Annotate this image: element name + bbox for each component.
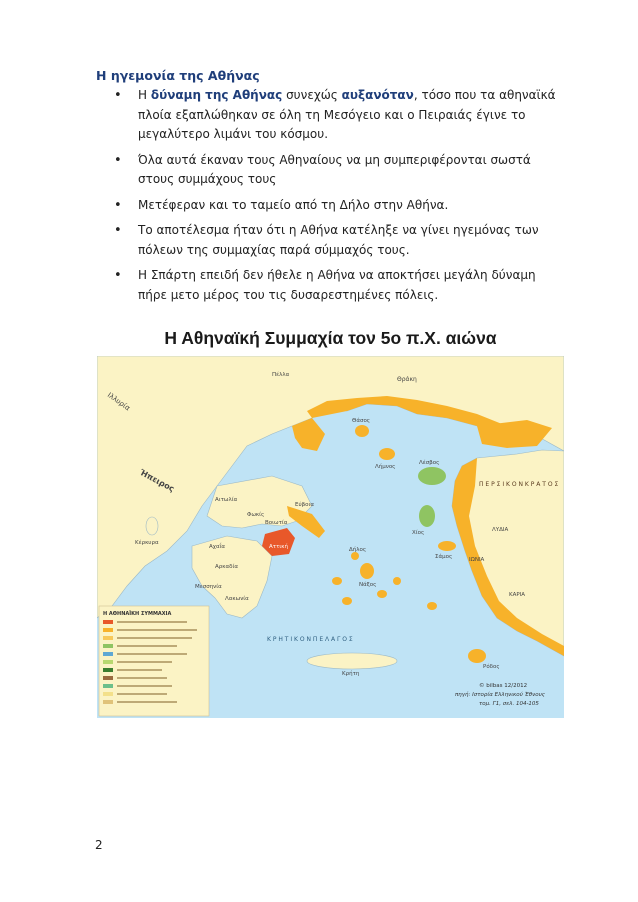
chios-island [419, 505, 435, 527]
caria-label: ΚΑΡΙΑ [509, 592, 526, 598]
lydia-label: ΛΥΔΙΑ [492, 527, 509, 533]
lakonia-label: Λακωνία [225, 596, 249, 602]
lesbos-island [418, 467, 446, 485]
corcyra-island [146, 517, 158, 535]
attica-label: Αττική [269, 544, 288, 550]
map-legend [99, 606, 209, 716]
crete-label: Κρήτη [342, 671, 360, 677]
page-number: 2 [95, 838, 103, 852]
messenia-label: Μεσσηνία [195, 584, 222, 590]
aitolia-label: Αιτωλία [215, 497, 238, 503]
bullet-item: • Η Σπάρτη επειδή δεν ήθελε η Αθήνα να αποκτήσει μεγάλη δύναμη πήρε μετο μέρος του τις δυσαρεστημένες πόλεις. [96, 266, 566, 305]
section-heading: Η ηγεμονία της Αθήνας [96, 68, 260, 83]
illyria-label: Ιλλυρία [105, 391, 132, 413]
crete-island [307, 653, 397, 669]
persian-label: Π Ε Ρ Σ Ι Κ Ο Ν Κ Ρ Α Τ Ο Σ [479, 481, 559, 488]
rhodes-label: Ρόδος [483, 664, 500, 670]
thasos-island [355, 425, 369, 437]
delos-island [351, 552, 359, 560]
delos-label: Δήλος [349, 547, 367, 553]
lesbos-label: Λέσβος [419, 460, 440, 466]
map-figure [97, 320, 564, 720]
bullet-item: • Το αποτέλεσμα ήταν ότι η Αθήνα κατέληξε να γίνει ηγεμόνας των πόλεων της συμμαχίας παρά σύμμαχός τους. [96, 221, 566, 260]
keyword-increased: αυξανόταν [341, 88, 414, 102]
cyclades-island [342, 597, 352, 605]
map-title: Η Αθηναϊκή Συμμαχία τον 5ο π.Χ. αιώνα [164, 328, 497, 348]
pella-label: Πέλλα [272, 372, 290, 378]
bullet-item: • Όλα αυτά έκαναν τους Αθηναίους να μη συμπεριφέρονται σωστά στους συμμάχους τους [96, 151, 566, 190]
achaia-label: Αχαΐα [209, 544, 226, 550]
naxos-island [360, 563, 374, 579]
cyclades-island [332, 577, 342, 585]
bullet-item: • Η δύναμη της Αθήνας συνεχώς αυξανόταν, τόσο που τα αθηναϊκά πλοία εξαπλώθηκαν σε όλη τη Μεσόγειο και ο Πειραιάς έγινε το μεγαλύτερο λιμάνι του κόσμου. [96, 86, 566, 145]
dodecanese-island [427, 602, 437, 610]
naxos-label: Νάξος [359, 582, 377, 588]
keyword-power: δύναμη της Αθήνας [150, 88, 283, 102]
lemnos-island [379, 448, 395, 460]
thasos-label: Θάσος [352, 418, 371, 424]
arcadia-label: Αρκαδία [215, 564, 238, 570]
map-credit-2: πηγή: Ιστορία Ελληνικού Έθνους [455, 692, 546, 698]
athenian-alliance-map [97, 356, 564, 718]
samos-label: Σάμος [435, 554, 453, 560]
boeotia-label: Βοιωτία [265, 520, 288, 526]
bullet-list [96, 86, 566, 311]
chios-label: Χίος [412, 530, 425, 536]
samos-island [438, 541, 456, 551]
corcyra-label: Κέρκυρα [135, 540, 159, 546]
ionia-label: ΙΩΝΙΑ [469, 557, 485, 563]
cyclades-island [377, 590, 387, 598]
cyclades-island [393, 577, 401, 585]
rhodes-island [468, 649, 486, 663]
epirus-label: Ήπειρος [138, 467, 176, 494]
map-credit-3: τομ. Γ1, σελ. 104-105 [479, 701, 539, 707]
euboea-label: Εύβοια [295, 502, 315, 508]
thrace-label: Θράκη [397, 376, 417, 383]
legend-title: Η ΑΘΗΝΑΪΚΗ ΣΥΜΜΑΧΙΑ [103, 611, 172, 617]
map-credit-1: © bilbas 12/2012 [479, 683, 528, 689]
cretan-sea-label: Κ Ρ Η Τ Ι Κ Ο Ν Π Ε Λ Α Γ Ο Σ [267, 636, 353, 643]
bullet-item: • Μετέφεραν και το ταμείο από τη Δήλο στην Αθήνα. [96, 196, 566, 216]
lemnos-label: Λήμνος [375, 464, 396, 470]
phokis-label: Φωκίς [247, 512, 265, 518]
